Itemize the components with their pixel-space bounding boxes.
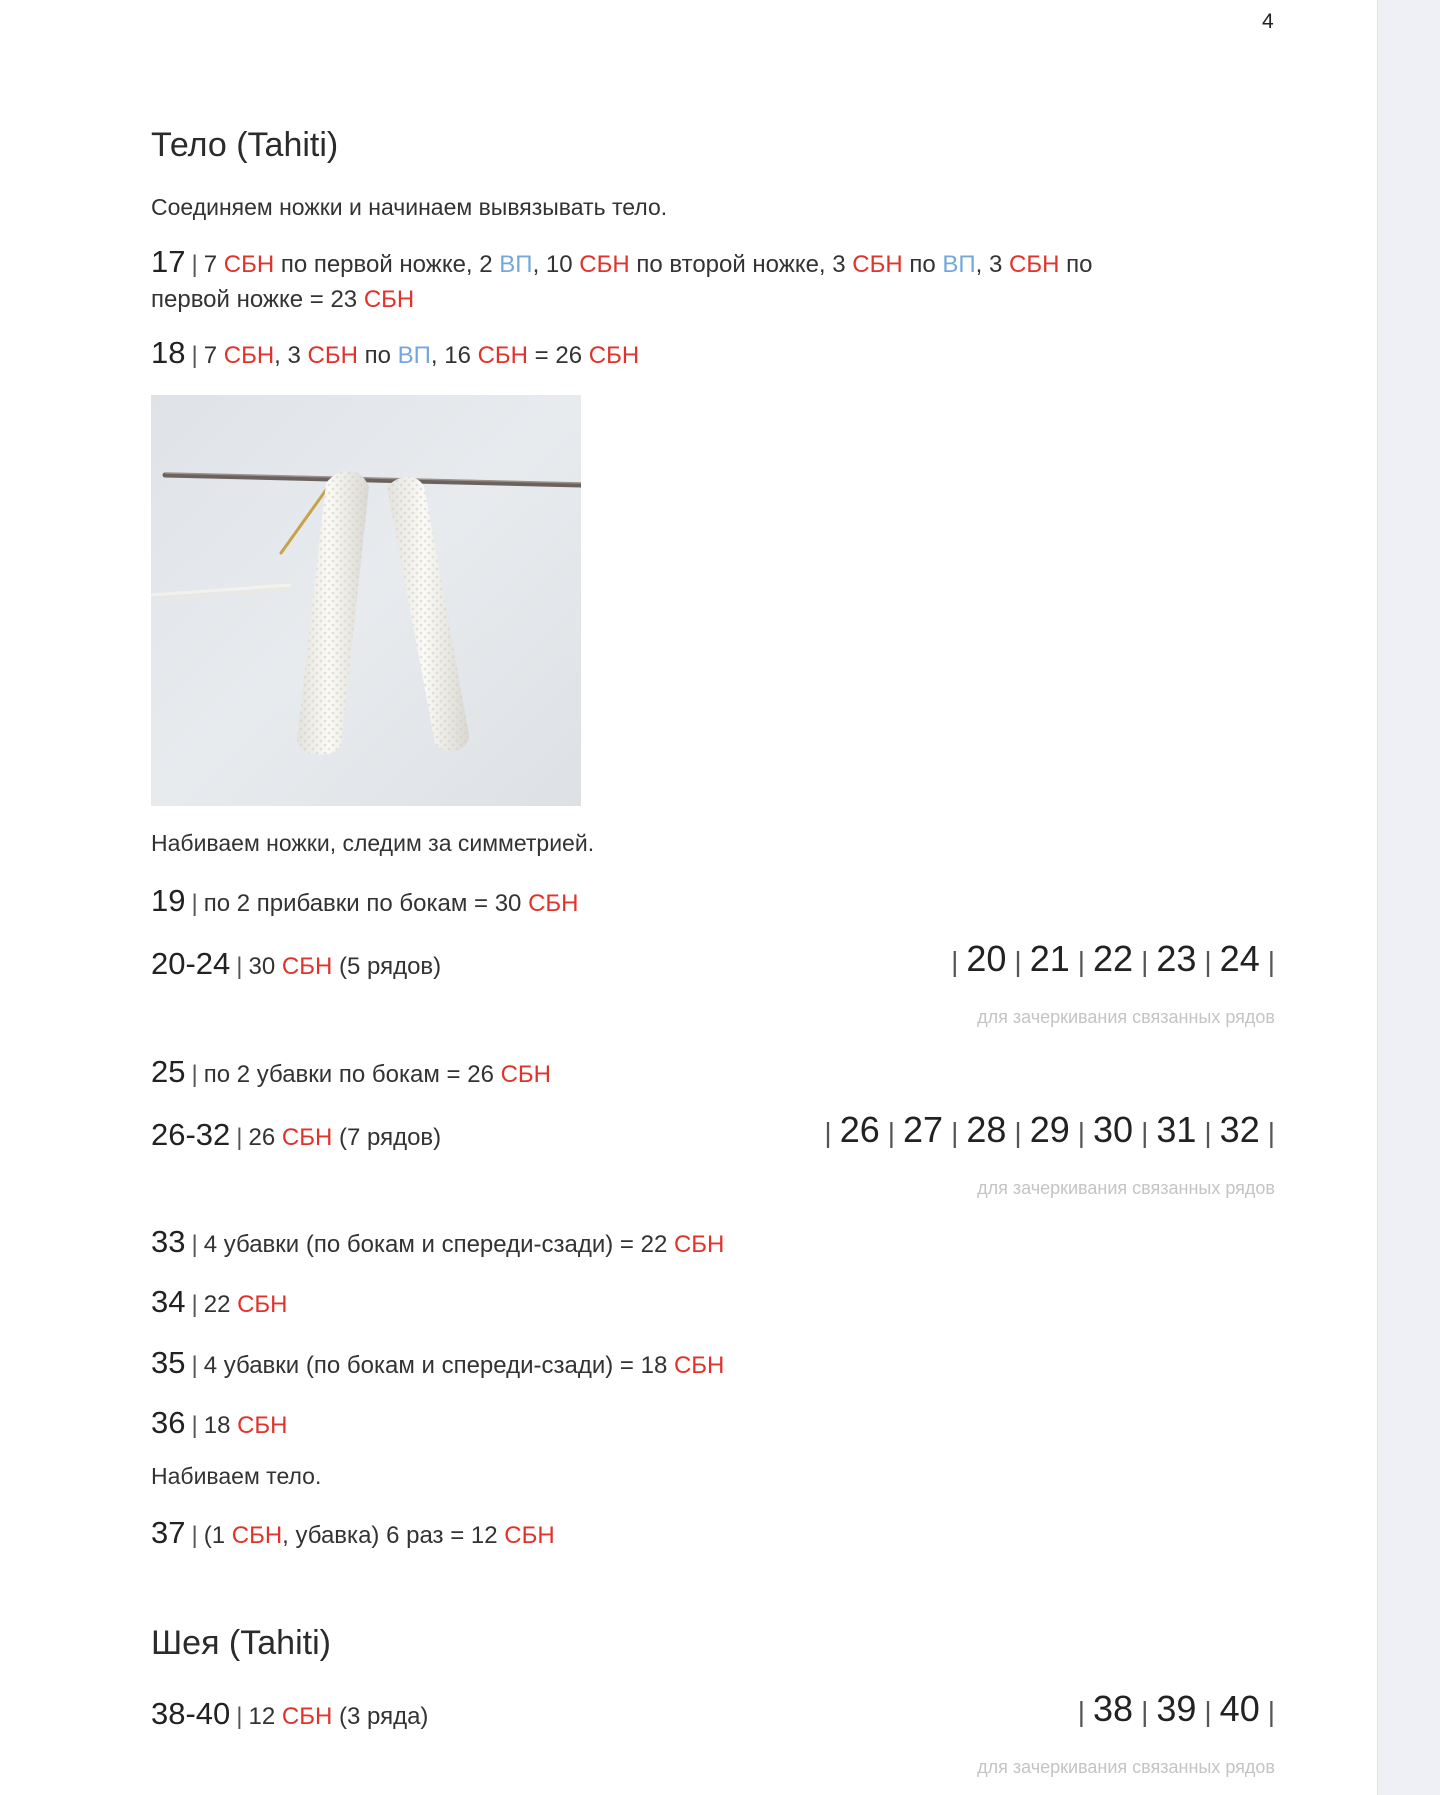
counter-row-number[interactable]: 30	[1093, 1109, 1134, 1150]
row-text: , 16	[430, 342, 478, 369]
counter-row-number[interactable]: 32	[1219, 1109, 1260, 1150]
term-sbn: СБН	[231, 1522, 283, 1549]
crossout-note: для зачеркивания связанных рядов	[977, 1178, 1275, 1198]
row-text: (5 рядов)	[332, 953, 442, 980]
pattern-row-25	[151, 1054, 551, 1092]
page-number: 4	[1262, 10, 1274, 33]
term-sbn: СБН	[477, 342, 529, 369]
counter-divider: |	[951, 946, 959, 977]
counter-row-number[interactable]: 40	[1219, 1688, 1260, 1729]
row-number: 20-24	[151, 946, 231, 981]
term-sbn: СБН	[673, 1352, 725, 1379]
section-title-body: Тело (Tahiti)	[151, 126, 339, 164]
row-text: по второй ножке, 3	[629, 251, 853, 278]
row-text: 30	[248, 953, 282, 980]
counter-divider: |	[1077, 1117, 1086, 1148]
counter-divider: |	[1204, 1117, 1212, 1148]
crossout-note: для зачеркивания связанных рядов	[977, 1757, 1275, 1777]
term-sbn: СБН	[1009, 251, 1060, 278]
row-number: 38-40	[151, 1696, 231, 1731]
pattern-row-17-continued	[151, 282, 414, 317]
term-sbn: СБН	[281, 1703, 333, 1730]
row-text: 22	[203, 1291, 238, 1318]
row-separator: |	[191, 1231, 198, 1258]
counter-divider: |	[1077, 946, 1086, 977]
pattern-row-17	[151, 244, 1092, 282]
row-number: 37	[151, 1515, 186, 1550]
row-text: (7 рядов)	[332, 1124, 442, 1151]
counter-row-number[interactable]: 31	[1156, 1109, 1197, 1150]
pattern-row-34	[151, 1284, 288, 1322]
term-sbn: СБН	[307, 342, 358, 369]
pattern-row-37	[151, 1515, 555, 1553]
row-text: (3 ряда)	[332, 1703, 429, 1730]
counter-divider: |	[1141, 1117, 1149, 1148]
row-text: 7	[203, 251, 224, 278]
row-number: 18	[151, 335, 186, 370]
row-separator: |	[236, 1703, 243, 1730]
counter-divider: |	[951, 1117, 959, 1148]
row-text: по 2 убавки по бокам = 26	[203, 1061, 501, 1088]
row-text: 7	[203, 342, 224, 369]
pattern-row-19	[151, 883, 578, 921]
row-separator: |	[191, 1412, 198, 1439]
counter-row-number[interactable]: 39	[1156, 1688, 1197, 1729]
term-vp: ВП	[942, 251, 976, 278]
row-number: 26-32	[151, 1117, 231, 1152]
term-vp: ВП	[397, 342, 431, 369]
term-sbn: СБН	[579, 251, 630, 278]
row-text: 4 убавки (по бокам и спереди-сзади) = 22	[203, 1231, 674, 1258]
counter-divider: |	[1014, 1117, 1022, 1148]
counter-divider: |	[1267, 1117, 1275, 1148]
counter-divider: |	[887, 1117, 896, 1148]
counter-row-number[interactable]: 26	[839, 1109, 880, 1150]
intro-text: Соединяем ножки и начинаем вывязывать тело.	[151, 194, 668, 220]
row-text: , 10	[532, 251, 580, 278]
row-separator: |	[191, 1522, 198, 1549]
row-number: 17	[151, 244, 186, 279]
counter-row-number[interactable]: 21	[1029, 938, 1070, 979]
row-separator: |	[191, 342, 198, 369]
row-number: 34	[151, 1284, 186, 1319]
row-separator: |	[191, 1291, 198, 1318]
pattern-row-33	[151, 1224, 724, 1262]
row-text: по	[1059, 251, 1093, 278]
row-text: по первой ножке, 2	[274, 251, 500, 278]
counter-row-number[interactable]: 28	[966, 1109, 1007, 1150]
term-sbn: СБН	[588, 342, 640, 369]
crochet-legs-photo	[151, 395, 581, 806]
counter-row-number[interactable]: 23	[1156, 938, 1197, 979]
term-sbn: СБН	[504, 1522, 555, 1549]
pattern-row-20-24	[151, 946, 441, 984]
row-separator: |	[191, 1352, 198, 1379]
counter-row-number[interactable]: 24	[1219, 938, 1260, 979]
term-sbn: СБН	[500, 1061, 551, 1088]
term-sbn: СБН	[237, 1291, 288, 1318]
row-number: 35	[151, 1345, 186, 1380]
counter-divider: |	[1014, 946, 1022, 977]
term-sbn: СБН	[223, 251, 275, 278]
row-counter-38-40	[1078, 1688, 1275, 1730]
row-counter-26-32	[824, 1109, 1275, 1151]
counter-divider: |	[1141, 1696, 1149, 1727]
row-number: 19	[151, 883, 186, 918]
stuff-body-note: Набиваем тело.	[151, 1463, 322, 1489]
term-sbn: СБН	[281, 953, 333, 980]
counter-divider: |	[1077, 1696, 1086, 1727]
row-number: 33	[151, 1224, 186, 1259]
row-text: , убавка) 6 раз = 12	[282, 1522, 505, 1549]
row-separator: |	[236, 1124, 243, 1151]
pattern-row-38-40	[151, 1696, 428, 1734]
counter-row-number[interactable]: 22	[1093, 938, 1134, 979]
counter-divider: |	[1267, 1696, 1275, 1727]
row-number: 25	[151, 1054, 186, 1089]
term-sbn: СБН	[852, 251, 903, 278]
row-text: 12	[248, 1703, 282, 1730]
row-text: первой ножке = 23	[151, 286, 364, 313]
row-text: 4 убавки (по бокам и спереди-сзади) = 18	[203, 1352, 674, 1379]
term-sbn: СБН	[281, 1124, 333, 1151]
pattern-row-36	[151, 1405, 288, 1443]
crossout-note: для зачеркивания связанных рядов	[977, 1007, 1275, 1027]
row-counter-20-24	[951, 938, 1275, 980]
row-separator: |	[191, 1061, 198, 1088]
row-text: , 3	[274, 342, 308, 369]
row-separator: |	[191, 251, 198, 278]
row-text: (1	[203, 1522, 232, 1549]
counter-divider: |	[1141, 946, 1149, 977]
row-text: по	[902, 251, 943, 278]
row-text: по 2 прибавки по бокам = 30	[203, 890, 529, 917]
row-text: по	[357, 342, 398, 369]
row-separator: |	[191, 890, 198, 917]
term-vp: ВП	[499, 251, 533, 278]
counter-row-number[interactable]: 29	[1029, 1109, 1070, 1150]
row-text: = 26	[528, 342, 589, 369]
pattern-row-18	[151, 335, 639, 373]
pattern-row-35	[151, 1345, 724, 1383]
row-text: 18	[203, 1412, 238, 1439]
row-text: 26	[248, 1124, 282, 1151]
term-sbn: СБН	[673, 1231, 725, 1258]
term-sbn: СБН	[223, 342, 275, 369]
counter-divider: |	[1204, 946, 1212, 977]
counter-divider: |	[1267, 946, 1275, 977]
section-title-neck: Шея (Tahiti)	[151, 1624, 331, 1662]
scroll-gutter	[1377, 0, 1440, 1795]
pattern-row-26-32	[151, 1117, 441, 1155]
row-text: , 3	[975, 251, 1010, 278]
term-sbn: СБН	[363, 286, 415, 313]
row-number: 36	[151, 1405, 186, 1440]
stuff-legs-note: Набиваем ножки, следим за симметрией.	[151, 830, 595, 856]
term-sbn: СБН	[237, 1412, 288, 1439]
counter-row-number[interactable]: 20	[966, 938, 1007, 979]
counter-divider: |	[824, 1117, 832, 1148]
term-sbn: СБН	[528, 890, 579, 917]
counter-divider: |	[1204, 1696, 1212, 1727]
row-separator: |	[236, 953, 243, 980]
counter-row-number[interactable]: 38	[1093, 1688, 1134, 1729]
counter-row-number[interactable]: 27	[903, 1109, 944, 1150]
